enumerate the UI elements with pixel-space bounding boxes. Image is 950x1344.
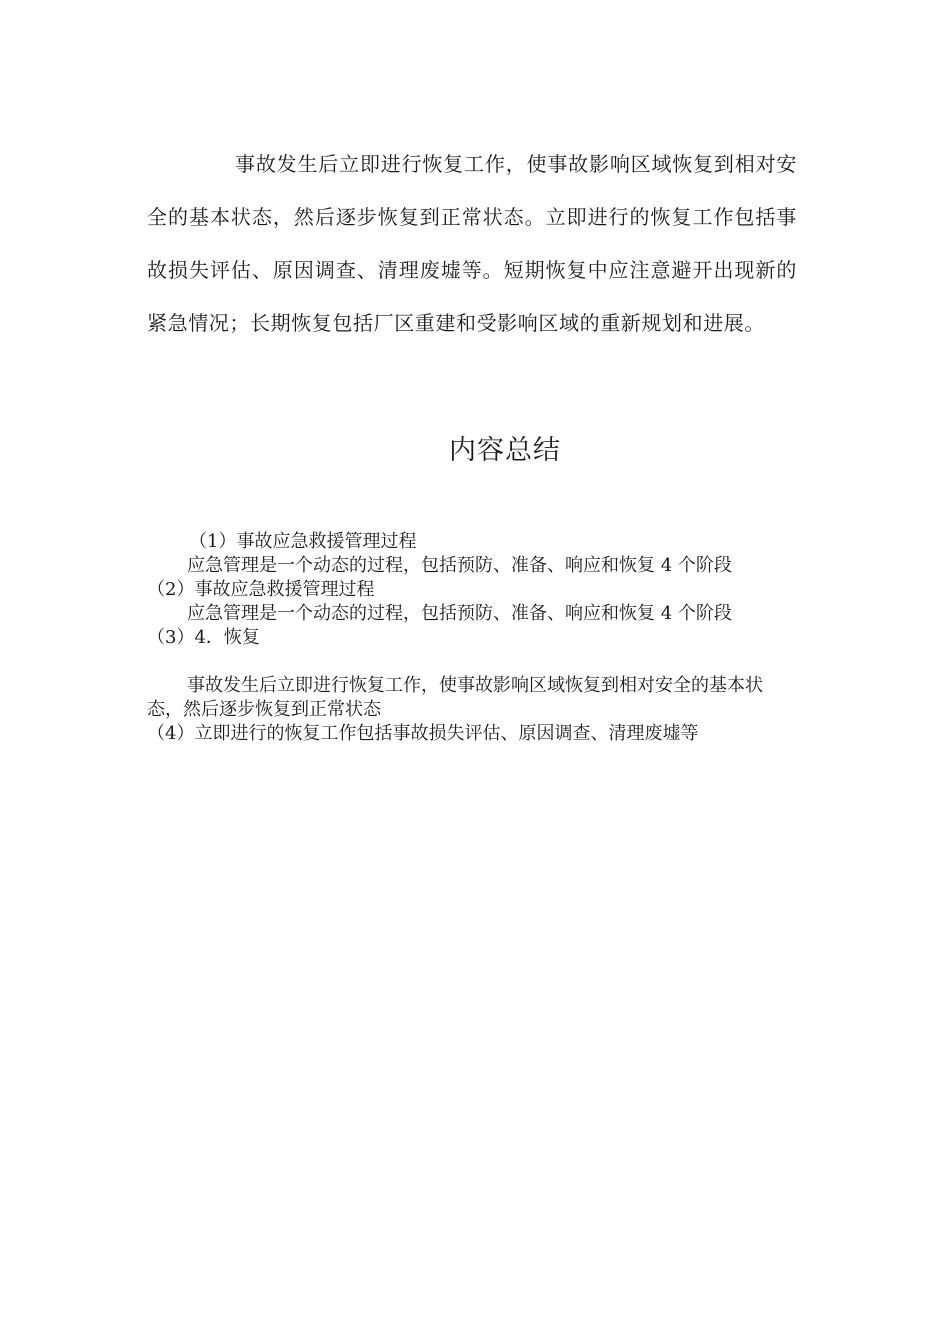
summary-title: 内容总结 [449, 435, 561, 466]
summary-item-3-heading: （3）4．恢复 [147, 627, 260, 648]
intro-paragraph: 事故发生后立即进行恢复工作，使事故影响区域恢复到相对安全的基本状态，然后逐步恢复到正常状态。立即进行的恢复工作包括事故损失评估、原因调查、清理废墟等。短期恢复中应注意避开出现新的紧急情况；长期恢复包括厂区重建和受影响区域的重新规划和进展。 [147, 152, 797, 335]
summary-item-1-heading: （1）事故应急救援管理过程 [189, 531, 417, 552]
summary-item-4-heading: （4）立即进行的恢复工作包括事故损失评估、原因调查、清理废墟等 [147, 723, 699, 744]
summary-item-3-body: 事故发生后立即进行恢复工作，使事故影响区域恢复到相对安全的基本状态，然后逐步恢复到正常状态 [147, 675, 763, 720]
summary-item-1-body: 应急管理是一个动态的过程，包括预防、准备、响应和恢复 4 个阶段 [187, 555, 732, 576]
summary-section [147, 530, 797, 746]
summary-item-2-heading: （2）事故应急救援管理过程 [147, 579, 375, 600]
summary-item-2-body: 应急管理是一个动态的过程，包括预防、准备、响应和恢复 4 个阶段 [187, 603, 732, 624]
